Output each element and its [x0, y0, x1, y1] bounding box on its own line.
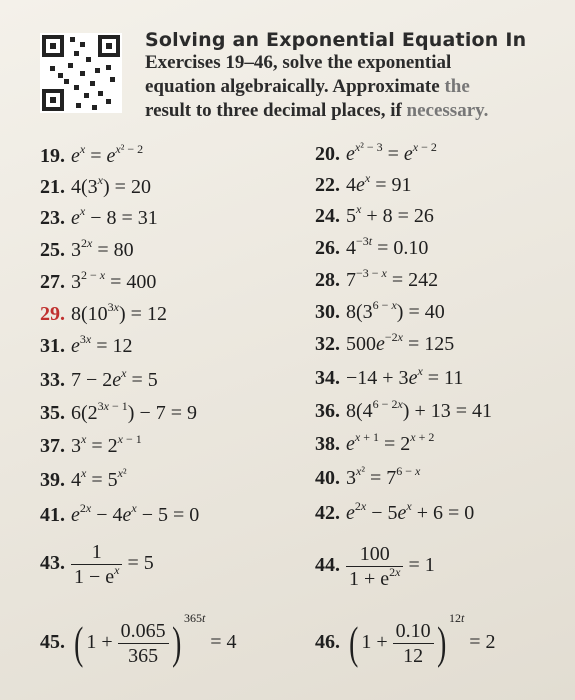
exercise-44: 44. $\frac{100}{1 + e^{2x}}$ = 1 [315, 543, 435, 590]
section-title: Solving an Exponential Equation In [145, 29, 527, 51]
exercise-21: 21. $4(3^x) = 20$ [40, 173, 151, 198]
exercise-36: 36. $8(4^{6 - 2x}) + 13 = 41$ [315, 397, 492, 422]
exercise-33: 33. $7 - 2e^x = 5$ [40, 366, 158, 391]
exercise-38: 38. $e^{x + 1} = 2^{x + 2}$ [315, 430, 435, 455]
exercise-34: 34. $-14 + 3e^x = 11$ [315, 364, 464, 389]
exercise-37: 37. $3^x = 2^{x - 1}$ [40, 432, 142, 457]
exercise-45: 45. ( 1 + $\frac{0.065}{365}$ ) $^{365t}$ = 4 [40, 611, 237, 669]
exercise-29: 29. $8(10^{3x}) = 12$ [40, 300, 167, 325]
instructions-line-4: result to three decimal places, if necessary. [145, 100, 489, 121]
exercise-40: 40. $3^{x^2} = 7^{6 - x}$ [315, 464, 421, 489]
exercise-24: 24. $5^x + 8 = 26$ [315, 202, 434, 227]
exercise-23: 23. $e^x - 8 = 31$ [40, 204, 158, 229]
exercise-42: 42. $e^{2x} - 5e^x + 6 = 0$ [315, 499, 475, 524]
section-header [145, 29, 560, 123]
exercise-35: 35. $6(2^{3x - 1}) - 7 = 9$ [40, 399, 197, 424]
fraction-44: $\frac{100}{1 + e^{2x}}$ [346, 542, 403, 591]
exercise-41: 41. $e^{2x} - 4e^x - 5 = 0$ [40, 501, 200, 526]
exercise-25: 25. $3^{2x} = 80$ [40, 236, 134, 261]
qr-code-icon [40, 33, 122, 113]
exercise-27: 27. $3^{2 - x} = 400$ [40, 268, 157, 293]
exercise-26: 26. $4^{-3t} = 0.10$ [315, 234, 429, 259]
exercise-46: 46. ( 1 + $\frac{0.10}{12}$ ) $^{12t}$ = 2 [315, 611, 496, 669]
fraction-45: $\frac{0.065}{365}$ [118, 619, 169, 668]
instructions-line-2: Exercises 19–46, solve the exponential [145, 52, 452, 73]
exercise-39: 39. $4^x = 5^{x^2}$ [40, 466, 127, 491]
exercise-43: 43. $\frac{1}{1 - e^x}$ = 5 [40, 541, 154, 588]
exercise-19: 19. $e^x = e^{x^2 - 2}$ [40, 142, 144, 167]
instructions-line-3: equation algebraically. Approximate the [145, 76, 470, 97]
exercise-20: 20. $e^{x^2 - 3} = e^{x - 2}$ [315, 140, 437, 165]
exercise-31: 31. $e^{3x} = 12$ [40, 332, 133, 357]
exercise-32: 32. $500e^{-2x} = 125$ [315, 330, 455, 355]
fraction-46: $\frac{0.10}{12}$ [393, 619, 434, 668]
exercise-28: 28. $7^{-3 - x} = 242$ [315, 266, 439, 291]
exercise-22: 22. $4e^x = 91$ [315, 171, 412, 196]
fraction-43: $\frac{1}{1 - e^x}$ [71, 540, 122, 589]
exercise-30: 30. $8(3^{6 - x}) = 40$ [315, 298, 445, 323]
